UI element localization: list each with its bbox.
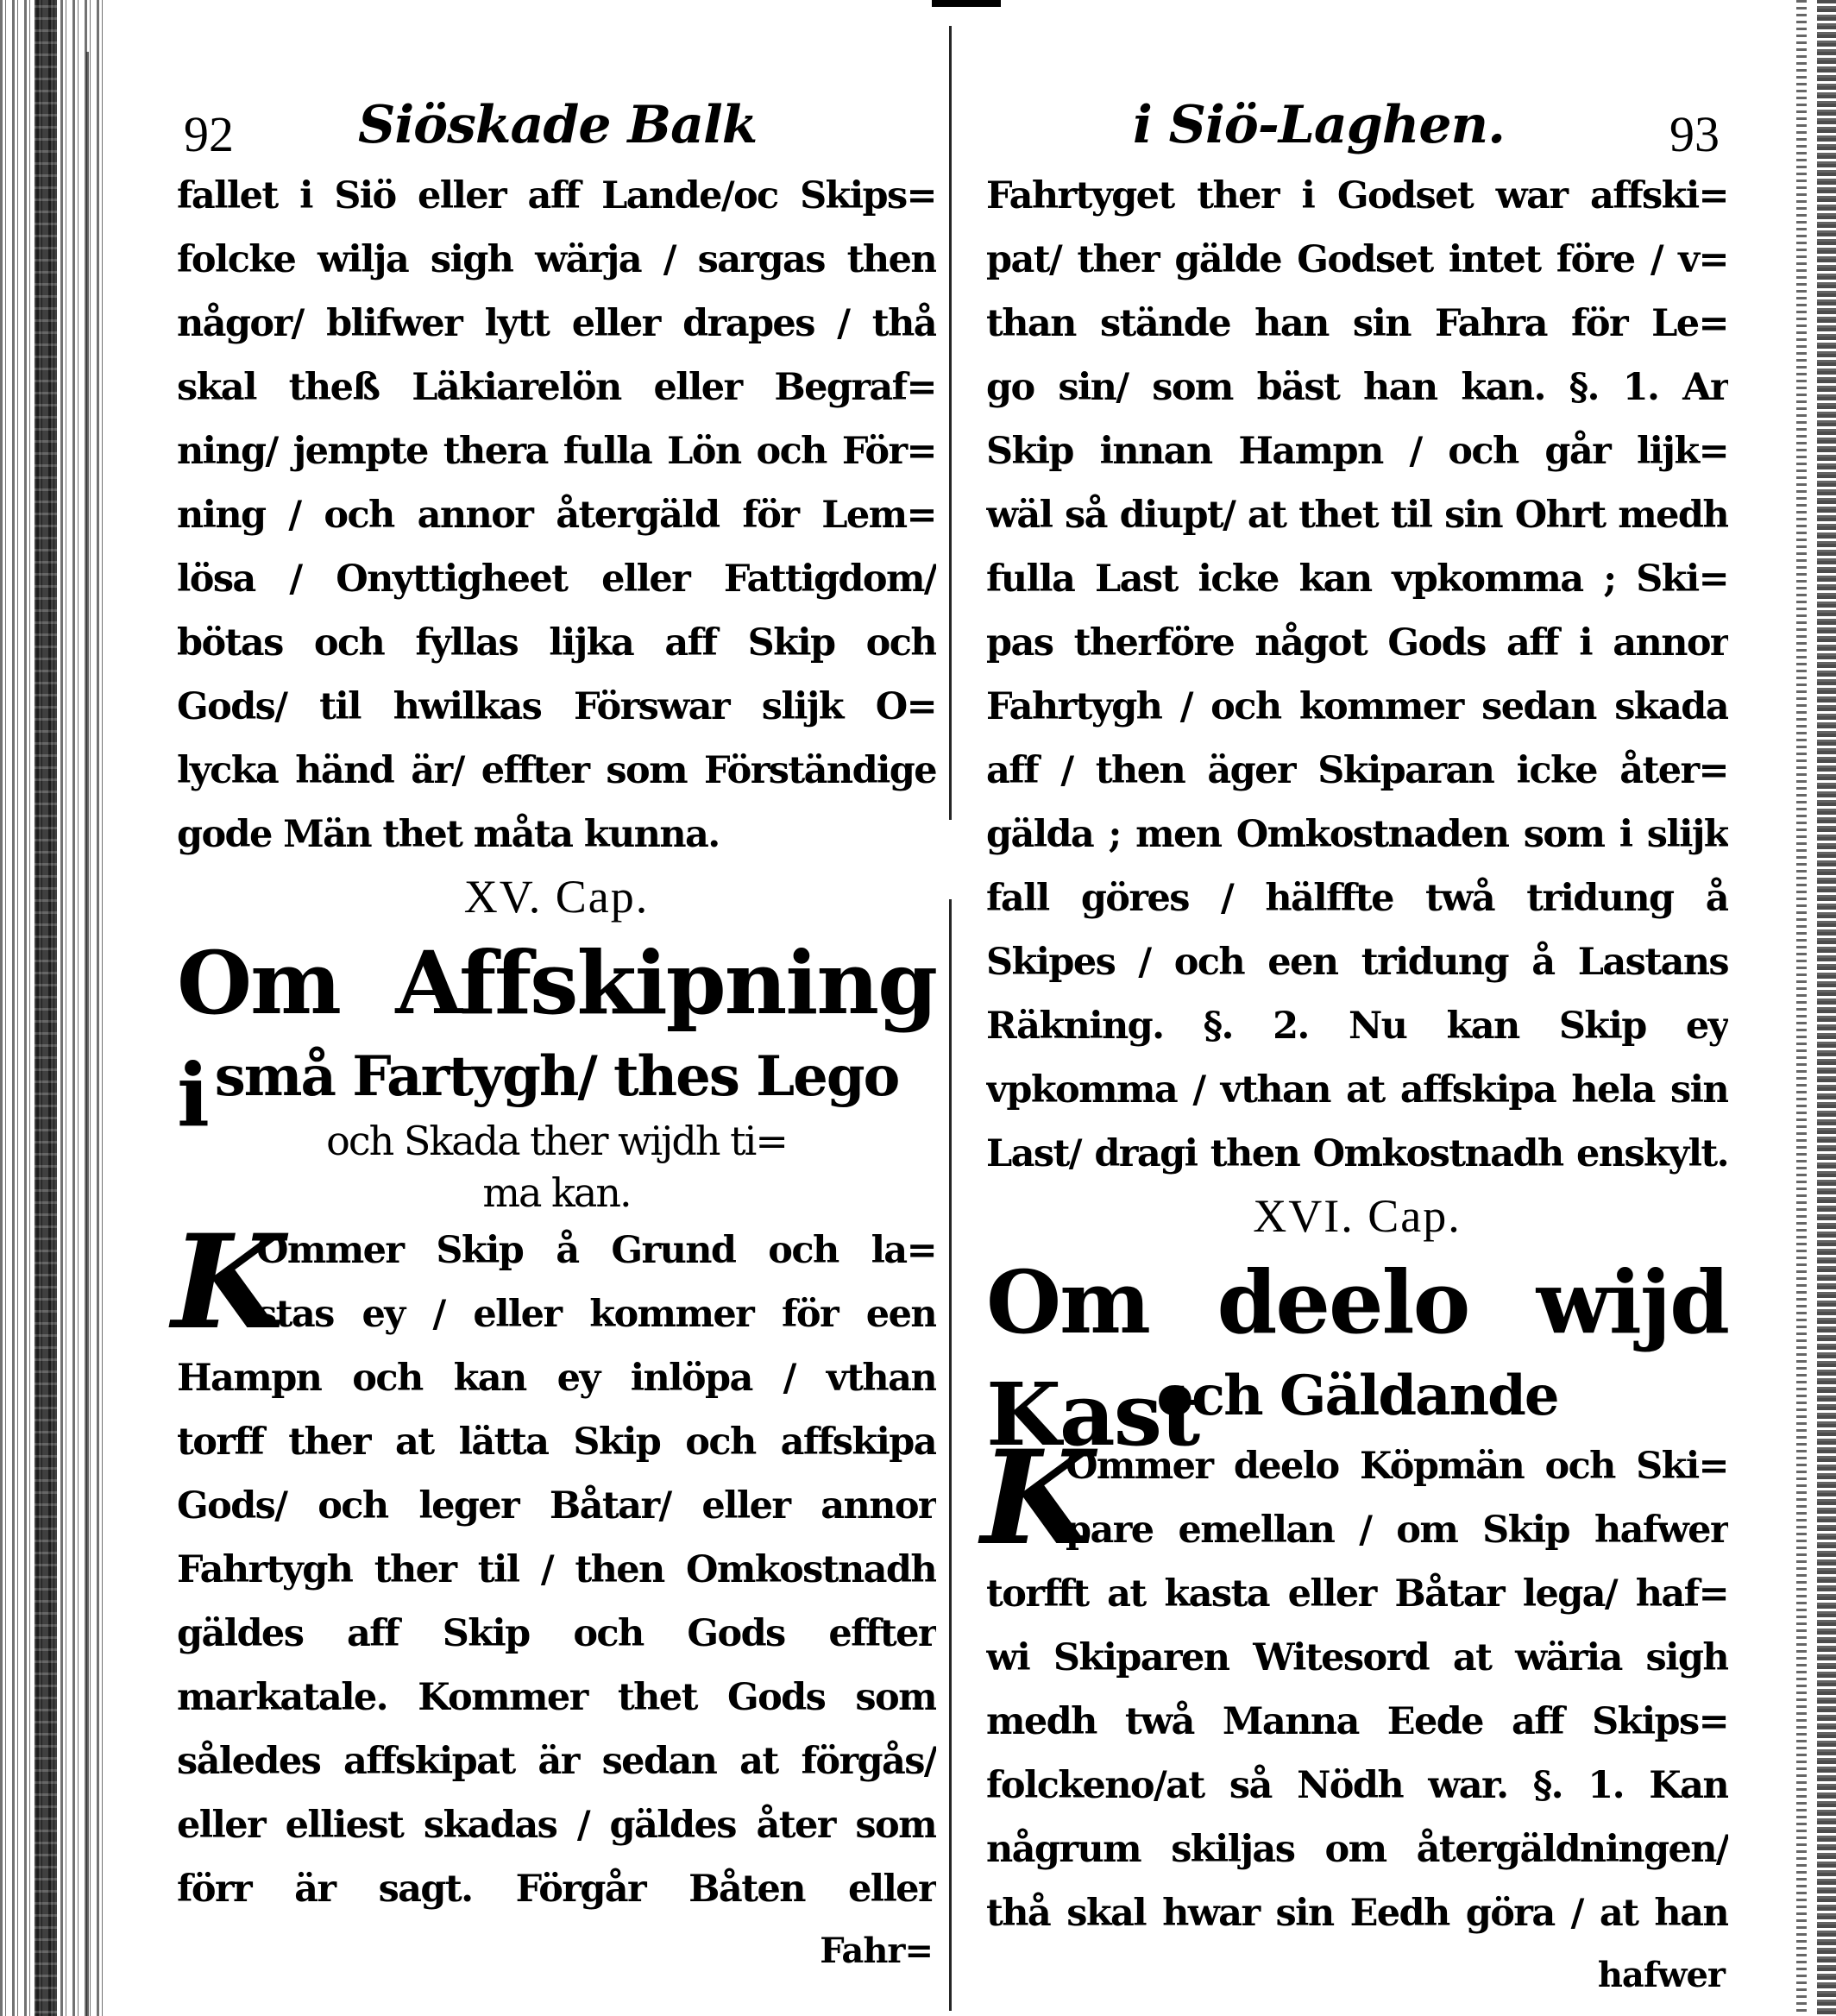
chapter-number: XVI. Cap.: [1253, 1190, 1462, 1242]
text-line: således affskipat är sedan at förgås/: [177, 1740, 936, 1783]
text-line: Räkning. §. 2. Nu kan Skip ey: [986, 1005, 1728, 1048]
drop-cap-initial: K: [172, 1206, 283, 1358]
page-number: 93: [1669, 106, 1720, 162]
scan-edge-right-inner: [1796, 0, 1807, 2016]
chapter-title-line: Om Affskipning i: [177, 932, 936, 1146]
text-line: wäl så diupt/ at thet til sin Ohrt medh: [986, 494, 1728, 537]
text-line: Skipes / och een tridung å Lastans: [986, 941, 1728, 984]
text-line: skal theß Läkiarelön eller Begraf=: [177, 366, 936, 409]
chapter-paragraph: [981, 1422, 1728, 1945]
text-line: torff ther at lätta Skip och affskipa: [177, 1421, 936, 1464]
text-line: eller elliest skadas / gäldes åter som: [177, 1804, 936, 1847]
left-page: [172, 95, 936, 1981]
text-line: gälda ; men Omkostnaden som i slijk: [986, 813, 1728, 856]
running-head-title: Siöskade Balk: [358, 95, 758, 155]
text-line: Skip innan Hampn / och går lijk=: [986, 430, 1728, 473]
scan-edge-right: [1817, 0, 1836, 2016]
drop-cap-initial: K: [981, 1422, 1092, 1574]
text-line: Ommer deelo Köpmän och Ski=: [1066, 1445, 1728, 1488]
text-line: pat/ ther gälde Godset intet före / v=: [986, 238, 1728, 281]
text-line: fulla Last icke kan vpkomma ; Ski=: [986, 558, 1728, 601]
text-line: lösa / Onyttigheet eller Fattigdom/: [177, 558, 936, 601]
book-spine-shadow: [35, 0, 57, 2016]
text-line: folckeno/at så Nödh war. §. 1. Kan: [986, 1764, 1728, 1807]
chapter-title-line: Om deelo wijd Kast: [986, 1251, 1728, 1465]
text-line: gäldes aff Skip och Gods effter: [177, 1612, 936, 1655]
text-line: förr är sagt. Förgår Båten eller: [177, 1868, 936, 1911]
gutter-top-smudge: [932, 0, 1001, 7]
chapter-title-line: små Fartygh/ thes Lego: [214, 1044, 899, 1109]
text-line: go sin/ som bäst han kan. §. 1. Ar: [986, 366, 1728, 409]
continued-text-block: [177, 164, 936, 866]
text-line: Fahrtygh / och kommer sedan skada: [986, 685, 1728, 728]
text-line: fall göres / hälffte twå tridung å: [986, 877, 1728, 920]
text-line: Hampn och kan ey inlöpa / vthan: [177, 1357, 936, 1400]
left-running-header: [177, 95, 936, 164]
chapter-title-line: och Skada ther wijdh ti=: [326, 1118, 787, 1164]
text-line: Ommer Skip å Grund och la=: [256, 1229, 936, 1272]
center-gutter-line: [949, 26, 952, 2011]
text-line: thå skal hwar sin Eedh göra / at han: [986, 1892, 1728, 1935]
text-line: ning/ jempte thera fulla Lön och För=: [177, 430, 936, 473]
continued-text-block: [986, 164, 1728, 1186]
text-line: medh twå Manna Eede aff Skips=: [986, 1700, 1728, 1743]
page-number: 92: [184, 106, 234, 162]
text-line: Gods/ och leger Båtar/ eller annor: [177, 1484, 936, 1528]
text-line: folcke wilja sigh wärja / sargas then: [177, 238, 936, 281]
text-line: pas therföre något Gods aff i annor: [986, 621, 1728, 665]
chapter-number: XV. Cap.: [463, 871, 650, 923]
text-line: torfft at kasta eller Båtar lega/ haf=: [986, 1572, 1728, 1616]
text-line: någor/ blifwer lytt eller drapes / thå: [177, 302, 936, 345]
chapter-title-line: ma kan.: [482, 1169, 631, 1216]
catchword: Fahr=: [820, 1931, 933, 1971]
text-line: vpkomma / vthan at affskipa hela sin: [986, 1068, 1728, 1112]
text-line: ning / och annor återgäld för Lem=: [177, 494, 936, 537]
catchword: hafwer: [1597, 1955, 1725, 1995]
right-running-header: [986, 95, 1728, 164]
page-edge-line: [86, 52, 89, 2016]
text-line: Fahrtygh ther til / then Omkostnadh: [177, 1548, 936, 1591]
text-line: bötas och fyllas lijka aff Skip och: [177, 621, 936, 665]
text-line: gode Män thet måta kunna.: [177, 813, 720, 856]
text-line: wi Skiparen Witesord at wäria sigh: [986, 1636, 1728, 1679]
text-line: Fahrtyget ther i Godset war affski=: [986, 174, 1728, 217]
text-line: pare emellan / om Skip hafwer: [1066, 1509, 1728, 1552]
right-page: [981, 95, 1728, 2006]
text-line: aff / then äger Skiparan icke åter=: [986, 749, 1728, 792]
chapter-paragraph: [172, 1206, 936, 1921]
text-line: stas ey / eller kommer för een: [256, 1293, 936, 1336]
text-line: Gods/ til hwilkas Förswar slijk O=: [177, 685, 936, 728]
text-line: than stände han sin Fahra för Le=: [986, 302, 1728, 345]
chapter-title-line: och Gäldande: [1156, 1364, 1558, 1428]
text-line: lycka händ är/ effter som Förständige: [177, 749, 936, 792]
text-line: någrum skiljas om återgäldningen/: [986, 1828, 1728, 1871]
text-line: Last/ dragi then Omkostnadh enskylt.: [986, 1132, 1728, 1175]
text-line: fallet i Siö eller aff Lande/oc Skips=: [177, 174, 936, 217]
running-head-title: i Siö-Laghen.: [1133, 95, 1506, 155]
text-line: markatale. Kommer thet Gods som: [177, 1676, 936, 1719]
